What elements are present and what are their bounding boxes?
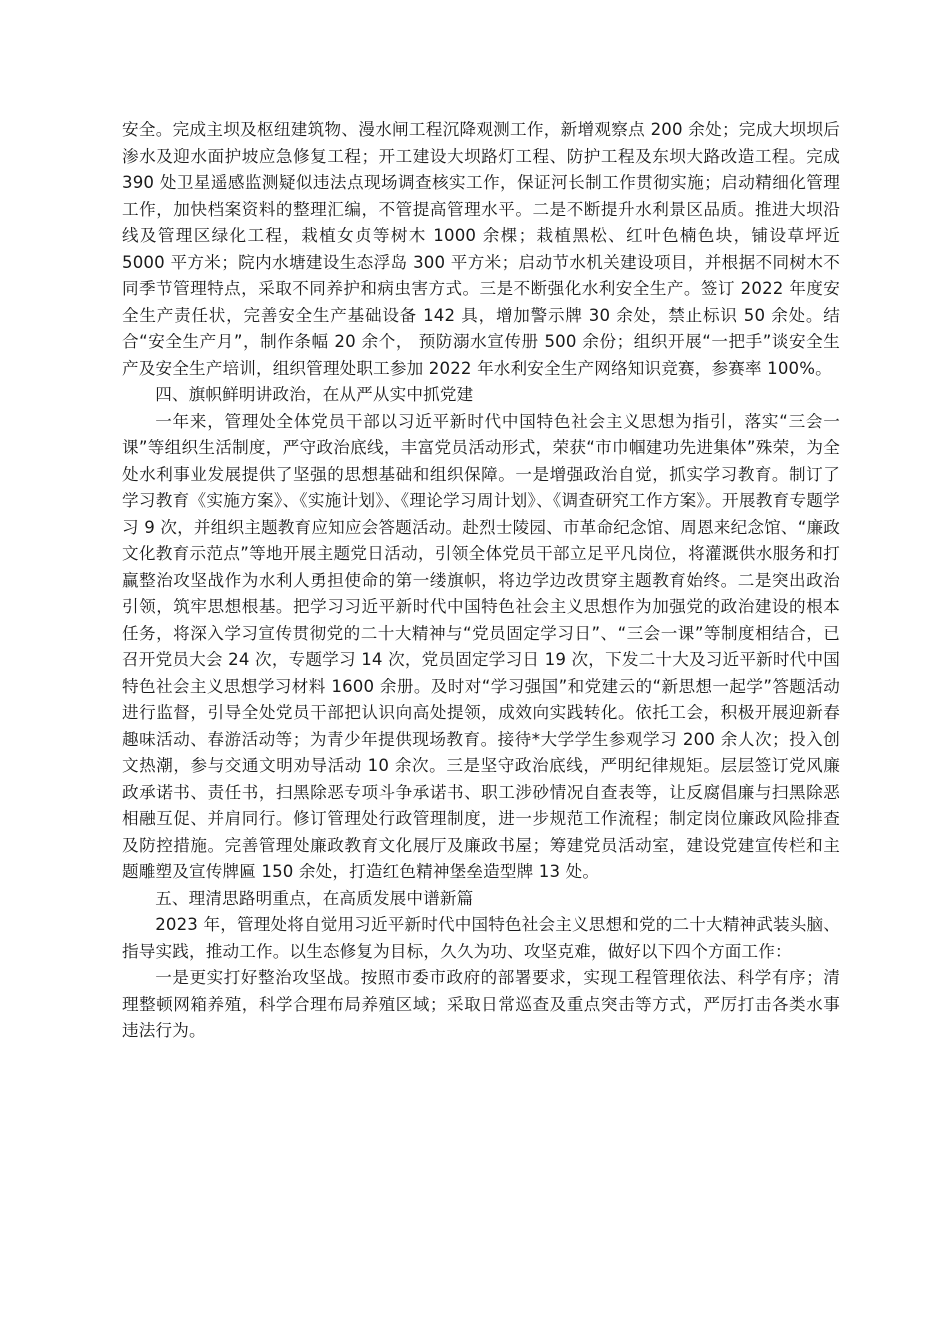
document-page: [122, 117, 840, 1045]
body-paragraph-safety: 安全。完成主坝及枢纽建筑物、漫水闸工程沉降观测工作，新增观察点 200 余处；完成大坝坝后渗水及迎水面护坡应急修复工程；开工建设大坝路灯工程、防护工程及东坝大路改造工程。完成 390 处卫星遥感监测疑似违法点现场调查核实工作，保证河长制工作贯彻实施；启动精细化管理工作，加快档案资料的整理汇编，不管提高管理水平。二是不断提升水利景区品质。推进大坝沿线及管理区绿化工程，栽植女贞等树木 1000 余棵；栽植黑松、红叶色楠色块，铺设草坪近 5000 平方米；院内水塘建设生态浮岛 300 平方米；启动节水机关建设项目，并根据不同树木不同季节管理特点，采取不同养护和病虫害方式。三是不断强化水利安全生产。签订 2022 年度安全生产责任状，完善安全生产基础设备 142 具，增加警示牌 30 余处，禁止标识 50 余处。结合“安全生产月”，制作条幅 20 余个， 预防溺水宣传册 500 余份；组织开展“一把手”谈安全生产及安全生产培训，组织管理处职工参加 2022 年水利安全生产网络知识竞赛，参赛率 100%。: [122, 120, 840, 378]
body-paragraph-rectification: 一是更实打好整治攻坚战。按照市委市政府的部署要求，实现工程管理依法、科学有序；清理整顿网箱养殖，科学合理布局养殖区域；采取日常巡查及重点突击等方式，严厉打击各类水事违法行为。: [122, 968, 840, 1040]
body-paragraph-2023-plan: 2023 年，管理处将自觉用习近平新时代中国特色社会主义思想和党的二十大精神武装头脑、指导实践，推动工作。以生态修复为目标，久久为功、攻坚克难，做好以下四个方面工作：: [122, 915, 840, 961]
body-paragraph-party-building: 一年来，管理处全体党员干部以习近平新时代中国特色社会主义思想为指引，落实“三会一课”等组织生活制度，严守政治底线，丰富党员活动形式，荣获“市巾帼建功先进集体”殊荣，为全处水利事业发展提供了坚强的思想基础和组织保障。一是增强政治自觉，抓实学习教育。制订了学习教育《实施方案》、《实施计划》、《理论学习周计划》、《调查研究工作方案》。开展教育专题学习 9 次，并组织主题教育应知应会答题活动。赴烈士陵园、市革命纪念馆、周恩来纪念馆、“廉政文化教育示范点”等地开展主题党日活动，引领全体党员干部立足平凡岗位，将灌溉供水服务和打赢整治攻坚战作为水利人勇担使命的第一缕旗帜，将边学边改贯穿主题教育始终。二是突出政治引领，筑牢思想根基。把学习习近平新时代中国特色社会主义思想作为加强党的政治建设的根本任务，将深入学习宣传贯彻党的二十大精神与“党员固定学习日”、“三会一课”等制度相结合，已召开党员大会 24 次，专题学习 14 次，党员固定学习日 19 次，下发二十大及习近平新时代中国特色社会主义思想学习材料 1600 余册。及时对“学习强国”和党建云的“新思想一起学”答题活动进行监督，引导全处党员干部把认识向高处提领，成效向实践转化。依托工会，积极开展迎新春趣味活动、春游活动等；为青少年提供现场教育。接待*大学学生参观学习 200 余人次；投入创文热潮，参与交通文明劝导活动 10 余次。三是坚守政治底线，严明纪律规矩。层层签订党风廉政承诺书、责任书，扫黑除恶专项斗争承诺书、职工涉砂情况自查表等，让反腐倡廉与扫黑除恶相融互促、并肩同行。修订管理处行政管理制度，进一步规范工作流程；制定岗位廉政风险排查及防控措施。完善管理处廉政教育文化展厅及廉政书屋；筹建党员活动室，建设党建宣传栏和主题雕塑及宣传牌匾 150 余处，打造红色精神堡垒造型牌 13 处。: [122, 411, 840, 881]
section-heading-party-building: 四、旗帜鲜明讲政治，在从严从实中抓党建: [155, 385, 474, 404]
section-heading-development: 五、理清思路明重点，在高质发展中谱新篇: [155, 888, 474, 908]
